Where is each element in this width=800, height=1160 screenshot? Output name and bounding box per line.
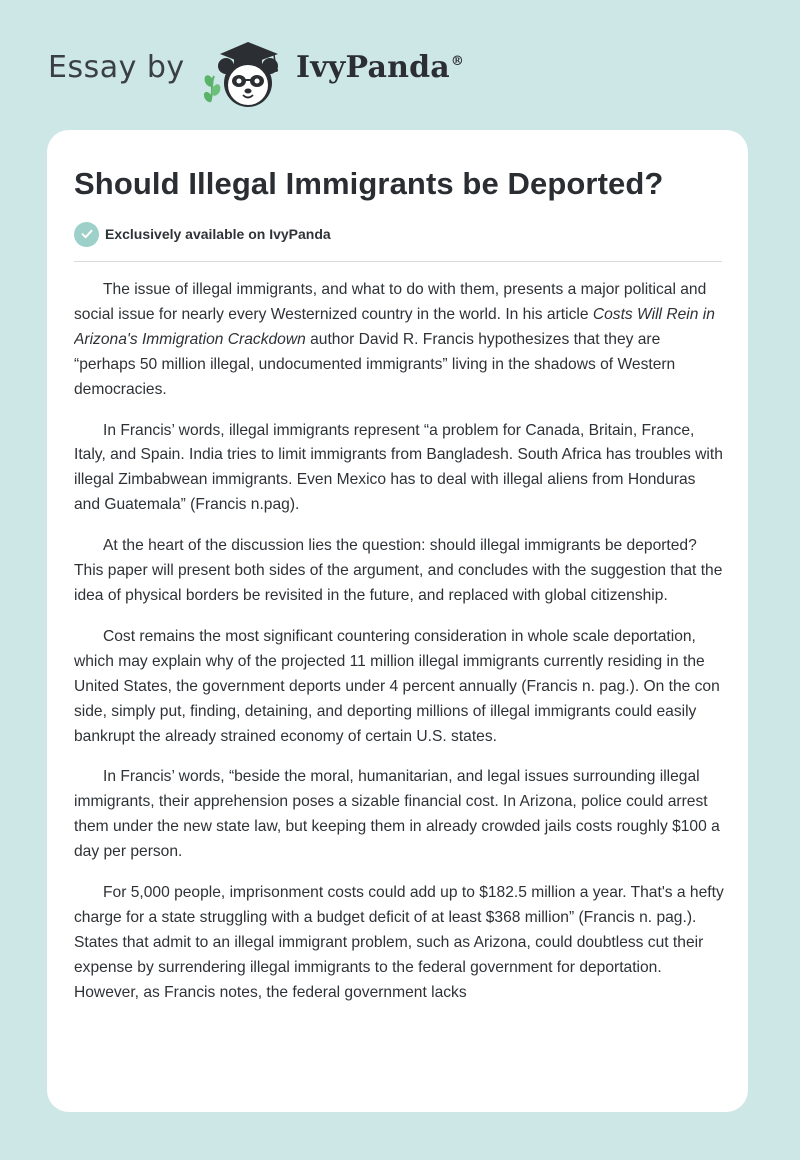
brand-name-text: IvyPanda — [296, 50, 450, 85]
exclusive-badge — [74, 221, 331, 247]
paragraph-3: At the heart of the discussion lies the question: should illegal immigrants be deported? This paper will present both sides of the argument, and concludes with the suggestion that the idea of physical borders be revisited in the future, and replaced with global citizenship. — [74, 537, 723, 604]
site-header — [0, 0, 800, 130]
paragraph-4: Cost remains the most significant countering consideration in whole scale deportation, which may explain why of the projected 11 million illegal immigrants currently residing in the United States, the government deports under 4 percent annually (Francis n. pag.). On the con side, simply put, finding, detaining, and deporting millions of illegal immigrants could easily bankrupt the already strained economy of certain U.S. states. — [74, 627, 720, 745]
check-circle-icon — [74, 222, 99, 247]
exclusive-label: Exclusively available on IvyPanda — [105, 226, 331, 242]
registered-mark: ® — [450, 54, 465, 69]
paragraph-6: For 5,000 people, imprisonment costs could add up to $182.5 million a year. That's a hefty charge for a state struggling with a budget deficit of at least $368 million” (Francis n. pag.). States that admit to an illegal immigrant problem, such as Arizona, could doubtless cut their expense by surrendering illegal immigrants to the federal government for deportation. However, as Francis notes, the federal government lacks — [74, 884, 724, 1001]
article-title-citation: Costs Will Rein in Arizona's Immigration Crackdown — [74, 305, 715, 348]
essay-by-label: Essay by — [48, 50, 185, 85]
page-title: Should Illegal Immigrants be Deported? — [74, 166, 664, 201]
essay-body — [74, 278, 724, 1108]
paragraph-1-text-b: author David R. Francis hypothesizes that they are “perhaps 50 million illegal, undocumented immigrants” living in the shadows of Western democracies. — [74, 330, 676, 398]
paragraph-1-text-a: The issue of illegal immigrants, and what to do with them, presents a major political and social issue for nearly every Westernized country in the world. In his article — [74, 281, 707, 323]
panda-graduate-icon[interactable] — [200, 36, 296, 110]
divider — [74, 261, 722, 262]
paragraph-2: In Francis’ words, illegal immigrants represent “a problem for Canada, Britain, France, Italy, and Spain. India tries to limit immigrants from Bangladesh. South Africa has troubles with illegal Zimbabwean immigrants. Even Mexico has to deal with illegal aliens from Honduras and Guatemala” (Francis n.pag). — [74, 421, 723, 514]
paragraph-1 — [74, 278, 724, 403]
brand-name[interactable] — [296, 50, 464, 85]
paragraph-5: In Francis’ words, “beside the moral, humanitarian, and legal issues surrounding illegal immigrants, their apprehension poses a sizable financial cost. In Arizona, police could arrest them under the new state law, but keeping them in already crowded jails costs roughly $100 a day per person. — [74, 768, 720, 861]
essay-card — [47, 130, 748, 1112]
